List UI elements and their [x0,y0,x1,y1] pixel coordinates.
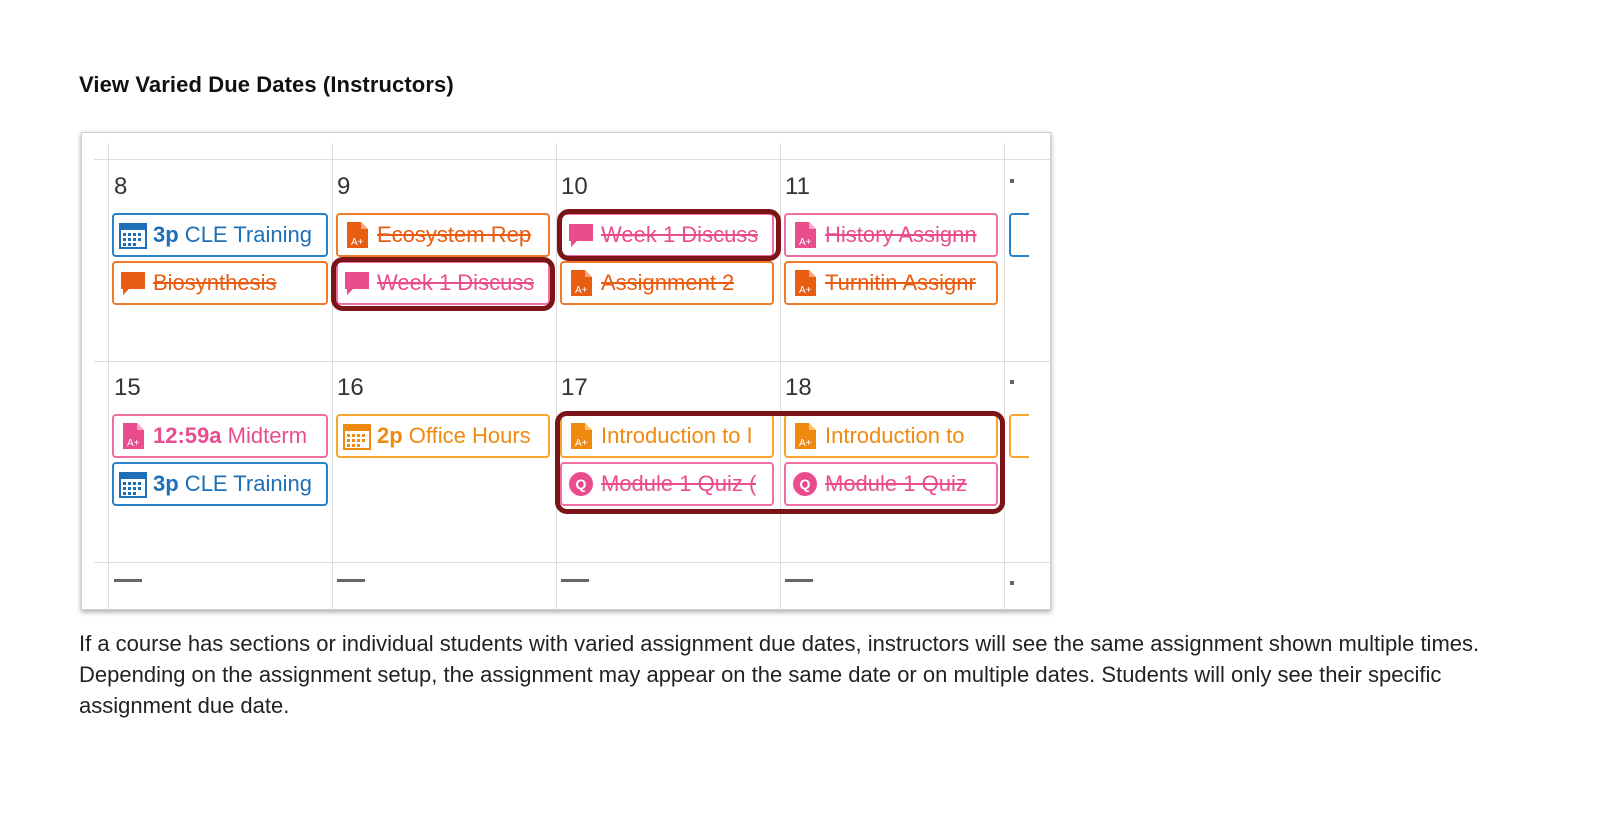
day-number: 10 [561,173,588,200]
event-time: 2p [377,423,403,448]
event-title: History Assignn [825,222,977,247]
grid-line [332,143,333,609]
svg-text:A+: A+ [127,438,140,449]
assignment-icon [119,422,147,450]
svg-text:Q: Q [799,476,811,492]
assignment-icon [791,422,819,450]
calendar-event[interactable] [112,261,328,305]
event-title: CLE Training [178,471,312,496]
calendar-event[interactable] [560,414,774,458]
assignment-icon [343,221,371,249]
event-title: Biosynthesis [153,270,277,295]
svg-text:A+: A+ [799,438,812,449]
event-title: Week 1 Discuss [601,222,759,247]
event-title: Turnitin Assignr [825,270,976,295]
partial-day-number [114,579,142,586]
grid-line [94,159,1050,160]
quiz-icon [791,470,819,498]
day-number: 9 [337,173,351,200]
svg-text:A+: A+ [575,285,588,296]
calendar-event[interactable] [112,414,328,458]
calendar-screenshot [81,132,1051,610]
day-number: 8 [114,173,128,200]
assignment-icon [567,422,595,450]
event-time: 3p [153,222,179,247]
event-title: Module 1 Quiz [825,471,967,496]
assignment-icon [567,269,595,297]
grid-line [780,143,781,609]
svg-text:A+: A+ [799,237,812,248]
grid-line [94,361,1050,362]
grid-line [108,143,109,609]
calendar-event[interactable] [784,213,998,257]
svg-text:Q: Q [575,476,587,492]
calendar-event[interactable] [336,261,550,305]
event-title: Midterm [221,423,308,448]
event-title: Week 1 Discuss [377,270,535,295]
day-number: 11 [785,173,810,200]
day-number: 18 [785,374,812,401]
partial-day-number [561,579,589,586]
calendar-event[interactable] [1009,414,1029,458]
day-number: 17 [561,374,588,401]
calendar-event[interactable] [784,462,998,506]
calendar-event[interactable] [784,414,998,458]
event-title: CLE Training [178,222,312,247]
quiz-icon [567,470,595,498]
calendar-event[interactable] [1009,213,1029,257]
event-time: 12:59a [153,423,222,448]
partial-day-number [785,579,813,586]
grid-line [556,143,557,609]
day-number: 16 [337,374,364,401]
svg-text:A+: A+ [575,438,588,449]
calendar-icon [119,221,147,249]
event-title: Office Hours [402,423,531,448]
description-paragraph: If a course has sections or individual students with varied assignment due dates, instructors will see the same assignment shown multiple times. Depending on the assignment setup, the assignment may appear on the same date or on multiple dates. Students will only see their specific assignment due date. [79,631,1480,718]
partial-day-number [1010,380,1014,384]
svg-text:A+: A+ [799,285,812,296]
calendar-event[interactable] [560,213,774,257]
svg-text:A+: A+ [351,237,364,248]
calendar-event[interactable] [336,414,550,458]
calendar-event[interactable] [112,462,328,506]
calendar-event[interactable] [784,261,998,305]
event-title: Assignment 2 [601,270,735,295]
assignment-icon [791,221,819,249]
calendar-event[interactable] [560,462,774,506]
event-title: Introduction to I [601,423,753,448]
calendar-event[interactable] [560,261,774,305]
discussion-icon [343,269,371,297]
calendar-event[interactable] [336,213,550,257]
day-number: 15 [114,374,141,401]
calendar-icon [343,422,371,450]
discussion-icon [119,269,147,297]
calendar-event[interactable] [112,213,328,257]
event-title: Module 1 Quiz ( [601,471,757,496]
calendar-icon [119,470,147,498]
event-time: 3p [153,471,179,496]
event-title: Introduction to [825,423,965,448]
grid-line [94,562,1050,563]
partial-day-number [1010,179,1014,183]
assignment-icon [791,269,819,297]
partial-day-number [337,579,365,586]
event-title: Ecosystem Rep [377,222,532,247]
grid-line [1004,143,1005,609]
partial-day-number [1010,581,1014,585]
page-title: View Varied Due Dates (Instructors) [79,72,454,97]
discussion-icon [567,221,595,249]
